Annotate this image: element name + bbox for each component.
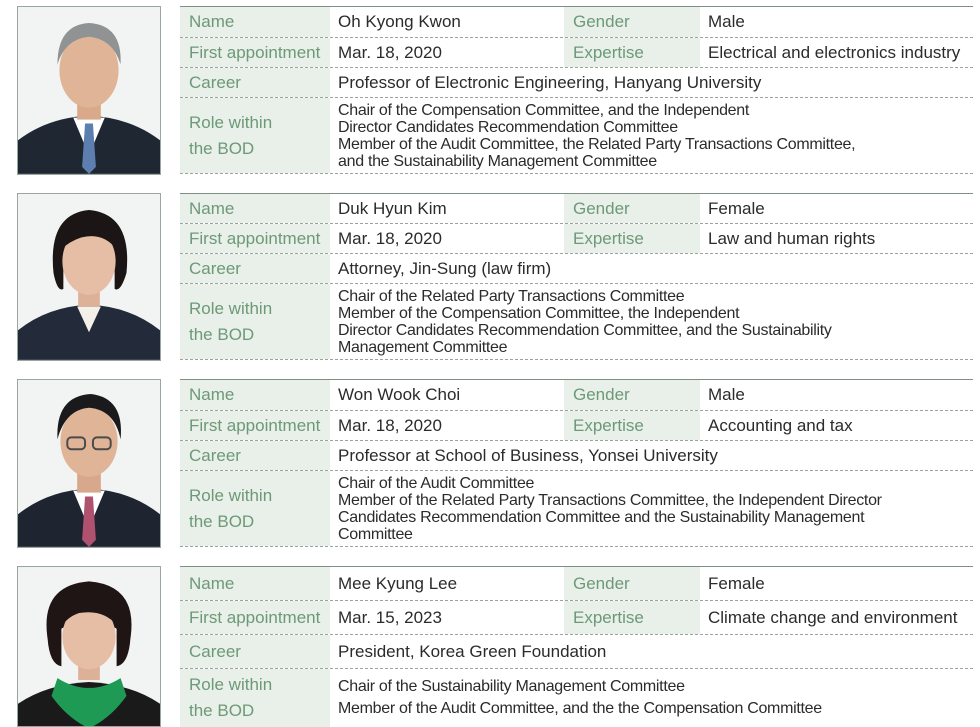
role-label-line: the BOD	[189, 701, 255, 720]
gender-label: Gender	[564, 567, 700, 600]
name-row	[180, 7, 973, 38]
name-value: Duk Hyun Kim	[338, 198, 447, 218]
director-info-table	[180, 379, 973, 547]
career-label: Career	[180, 254, 330, 283]
career-value: Professor at School of Business, Yonsei University	[338, 445, 718, 465]
career-row	[180, 254, 973, 284]
career-label: Career	[180, 68, 330, 97]
name-value: Mee Kyung Lee	[338, 573, 458, 593]
career-value: Professor of Electronic Engineering, Hanyang University	[338, 72, 762, 92]
director-info-table	[180, 193, 973, 360]
portrait-image	[18, 194, 160, 360]
portrait-image	[18, 380, 160, 547]
role-row	[180, 471, 973, 547]
career-label: Career	[180, 441, 330, 470]
first-appointment-value: Mar. 18, 2020	[338, 415, 442, 435]
name-label: Name	[180, 194, 330, 223]
role-row	[180, 669, 973, 727]
portrait-image	[18, 567, 160, 727]
gender-label: Gender	[564, 194, 700, 223]
appointment-row	[180, 601, 973, 635]
appointment-row	[180, 411, 973, 441]
role-value	[330, 98, 973, 173]
role-line: Chair of the Related Party Transactions Committee	[338, 287, 685, 305]
expertise-label: Expertise	[564, 411, 700, 440]
first-appointment-label: First appointment	[180, 601, 330, 634]
gender-value: Male	[708, 12, 745, 31]
role-label-line: the BOD	[189, 138, 255, 158]
gender-value: Female	[708, 198, 765, 218]
name-label: Name	[180, 567, 330, 600]
role-label	[180, 471, 330, 546]
first-appointment-label: First appointment	[180, 224, 330, 253]
expertise-value: Accounting and tax	[708, 415, 853, 435]
director-info-table	[180, 6, 973, 174]
role-line: Member of the Audit Committee, and the the Compensation Committee	[338, 700, 822, 717]
career-row	[180, 635, 973, 669]
first-appointment-value: Mar. 18, 2020	[338, 228, 442, 248]
role-line: Director Candidates Recommendation Committee, and the Sustainability	[338, 321, 832, 339]
name-row	[180, 380, 973, 411]
role-label-line: the BOD	[189, 511, 255, 531]
appointment-row	[180, 224, 973, 254]
role-line: and the Sustainability Management Committee	[338, 152, 657, 170]
career-value: Attorney, Jin-Sung (law firm)	[338, 258, 552, 278]
career-row	[180, 441, 973, 471]
name-row	[180, 567, 973, 601]
director-photo	[17, 566, 161, 727]
director-photo	[17, 193, 161, 361]
role-line: Member of the Compensation Committee, the Independent	[338, 304, 740, 322]
role-label-line: the BOD	[189, 324, 255, 344]
expertise-label: Expertise	[564, 224, 700, 253]
role-label-line: Role within	[189, 675, 273, 694]
first-appointment-label: First appointment	[180, 38, 330, 67]
first-appointment-label: First appointment	[180, 411, 330, 440]
role-line: Candidates Recommendation Committee and the Sustainability Management	[338, 508, 865, 526]
director-photo	[17, 379, 161, 548]
first-appointment-value: Mar. 18, 2020	[338, 42, 442, 62]
gender-label: Gender	[564, 7, 700, 37]
role-value	[330, 669, 973, 727]
portrait-image	[18, 7, 160, 174]
career-label: Career	[180, 635, 330, 668]
first-appointment-value: Mar. 15, 2023	[338, 607, 442, 627]
gender-label: Gender	[564, 380, 700, 410]
role-label	[180, 284, 330, 359]
gender-value: Female	[708, 573, 765, 593]
appointment-row	[180, 38, 973, 68]
role-row	[180, 98, 973, 174]
expertise-label: Expertise	[564, 601, 700, 634]
expertise-value: Electrical and electronics industry	[708, 42, 961, 62]
role-line: Chair of the Sustainability Management Committee	[338, 678, 685, 695]
director-photo	[17, 6, 161, 175]
role-label	[180, 98, 330, 173]
role-line: Member of the Audit Committee, the Related Party Transactions Committee,	[338, 135, 856, 153]
role-line: Chair of the Compensation Committee, and the Independent	[338, 101, 750, 119]
career-row	[180, 68, 973, 98]
name-label: Name	[180, 7, 330, 37]
name-value: Won Wook Choi	[338, 385, 461, 404]
expertise-value: Law and human rights	[708, 228, 876, 248]
name-label: Name	[180, 380, 330, 410]
role-label-line: Role within	[189, 298, 273, 318]
role-row	[180, 284, 973, 360]
name-value: Oh Kyong Kwon	[338, 12, 461, 31]
role-value	[330, 471, 973, 546]
career-value: President, Korea Green Foundation	[338, 641, 607, 661]
role-line: Director Candidates Recommendation Committee	[338, 118, 678, 136]
role-line: Chair of the Audit Committee	[338, 474, 535, 492]
role-line: Member of the Related Party Transactions Committee, the Independent Director	[338, 491, 882, 509]
name-row	[180, 194, 973, 224]
role-line: Management Committee	[338, 338, 508, 356]
director-info-table	[180, 566, 973, 727]
role-label-line: Role within	[189, 485, 273, 505]
role-label-line: Role within	[189, 112, 273, 132]
role-label	[180, 669, 330, 727]
expertise-label: Expertise	[564, 38, 700, 67]
gender-value: Male	[708, 385, 745, 404]
role-value	[330, 284, 973, 359]
role-line: Committee	[338, 525, 413, 543]
expertise-value: Climate change and environment	[708, 607, 958, 627]
